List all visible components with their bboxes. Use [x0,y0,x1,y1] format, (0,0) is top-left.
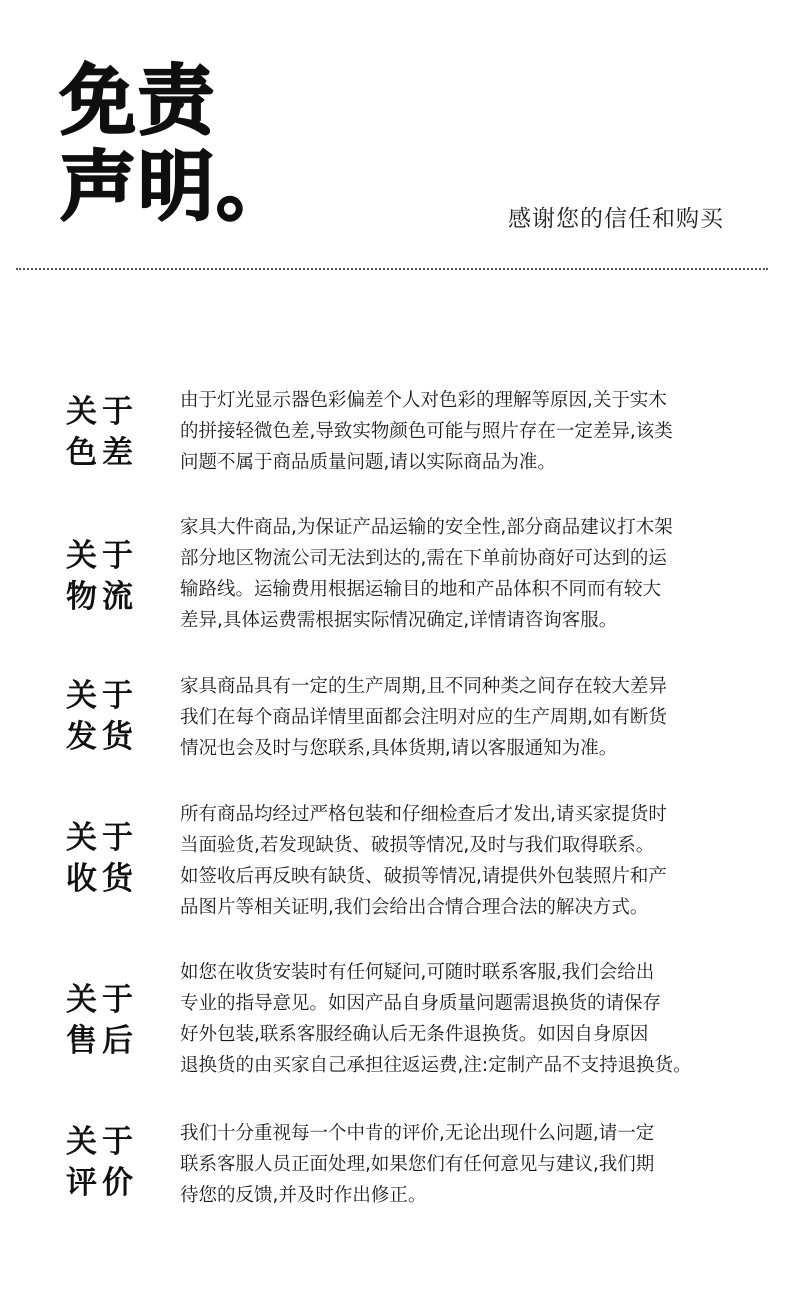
body-line: 如签收后再反映有缺货、破损等情况,请提供外包装照片和产 [180,866,667,887]
section-label-line: 关于 [66,820,138,856]
body-line: 问题不属于商品质量问题,请以实际商品为准。 [180,452,556,473]
body-line: 联系客服人员正面处理,如果您们有任何意见与建议,我们期 [180,1154,655,1175]
section-label [66,392,146,474]
section-label-line: 色差 [66,435,138,471]
section-label [66,676,146,758]
body-line: 家具商品具有一定的生产周期,且不同种类之间存在较大差异 [180,676,667,697]
section-label [66,818,146,900]
body-line: 部分地区物流公司无法到达的,需在下单前协商好可达到的运 [180,548,667,569]
body-line: 由于灯光显示器色彩偏差个人对色彩的理解等原因,关于实木 [180,390,667,411]
section-label-line: 评价 [66,1165,138,1201]
section-label-line: 关于 [66,678,138,714]
body-line: 我们在每个商品详情里面都会注明对应的生产周期,如有断货 [180,707,667,728]
body-line: 当面验货,若发现缺货、破损等情况,及时与我们取得联系。 [180,835,655,856]
body-line: 我们十分重视每一个中肯的评价,无论出现什么问题,请一定 [180,1123,655,1144]
body-line: 待您的反馈,并及时作出修正。 [180,1185,427,1206]
section-body [180,957,770,1081]
title-line-1: 免责 [60,56,216,145]
body-line: 退换货的由买家自己承担往返运费,注:定制产品不支持退换货。 [180,1055,692,1076]
section-body [180,799,770,923]
section-label-line: 关于 [66,538,138,574]
section-body [180,385,770,478]
subtitle: 感谢您的信任和购买 [508,206,724,232]
title-line-2: 声明。 [60,142,294,231]
body-line: 差异,具体运费需根据实际情况确定,详情请咨询客服。 [180,610,618,631]
section-label-line: 售后 [66,1023,138,1059]
body-line: 的拼接轻微色差,导致实物颜色可能与照片存在一定差异,该类 [180,421,673,442]
body-line: 输路线。运输费用根据运输目的地和产品体积不同而有较大 [180,579,662,600]
body-line: 好外包装,联系客服经确认后无条件退换货。如因自身原因 [180,1024,649,1045]
section-label [66,1122,146,1204]
body-line: 家具大件商品,为保证产品运输的安全性,部分商品建议打木架 [180,517,673,538]
section-label-line: 收货 [66,861,138,897]
dotted-divider [16,268,768,270]
section-body [180,1118,770,1211]
body-line: 所有商品均经过严格包装和仔细检查后才发出,请买家提货时 [180,804,667,825]
section-body [180,671,770,764]
page-title [60,58,360,230]
body-line: 专业的指导意见。如因产品自身质量问题需退换货的请保存 [180,993,662,1014]
section-label-line: 关于 [66,982,138,1018]
section-body [180,512,770,636]
section-label-line: 物流 [66,579,138,615]
section-label [66,980,146,1062]
section-label-line: 发货 [66,719,138,755]
section-label-line: 关于 [66,1124,138,1160]
section-label [66,536,146,618]
body-line: 如您在收货安装时有任何疑问,可随时联系客服,我们会给出 [180,962,655,983]
body-line: 品图片等相关证明,我们会给出合情合理合法的解决方式。 [180,897,649,918]
section-label-line: 关于 [66,394,138,430]
body-line: 情况也会及时与您联系,具体货期,请以客服通知为准。 [180,738,618,759]
